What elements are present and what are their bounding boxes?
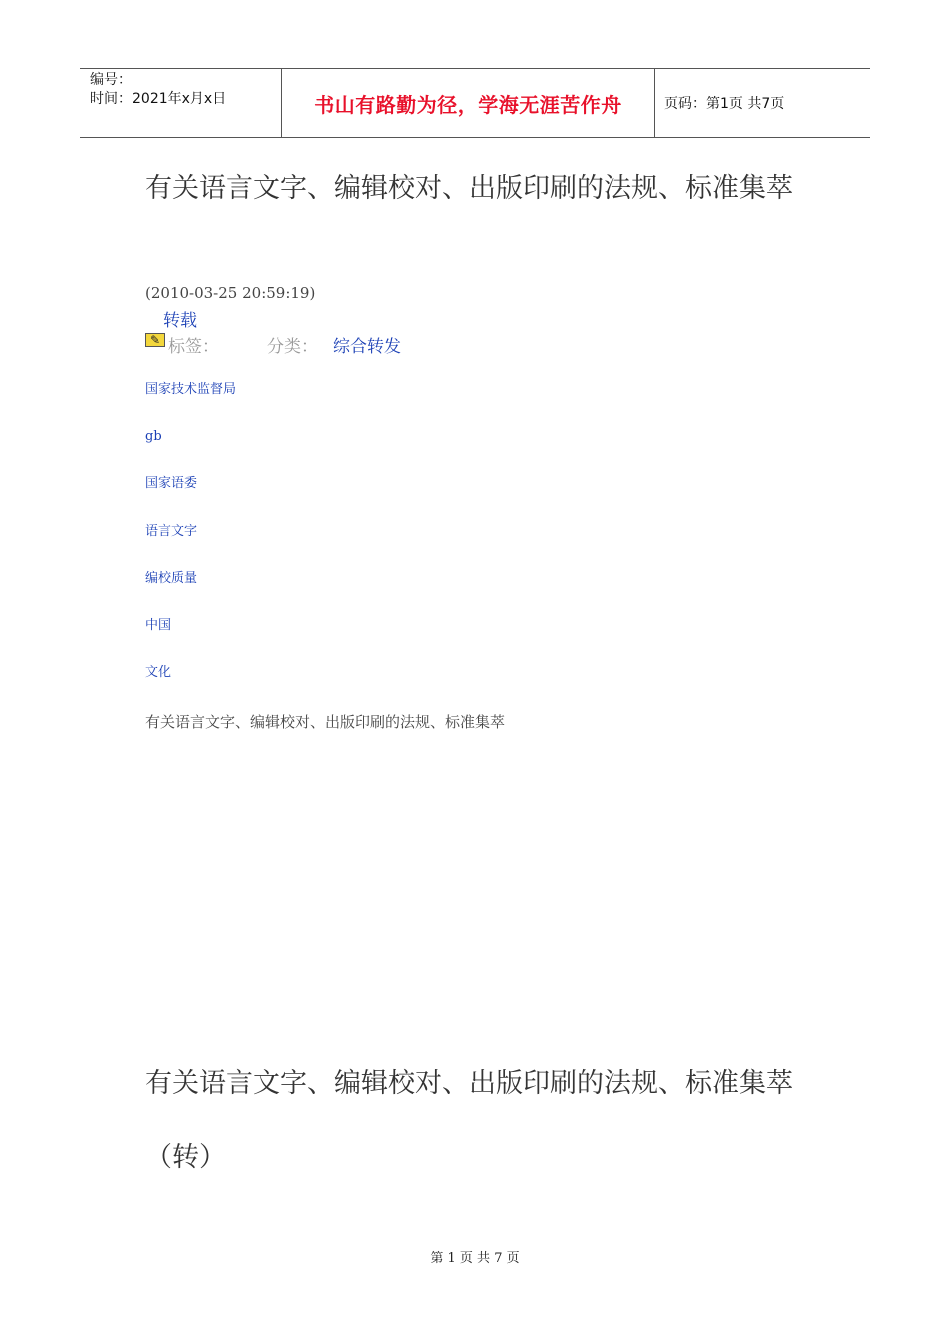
- article-timestamp: (2010-03-25 20:59:19): [145, 284, 316, 302]
- article-summary-line: 有关语言文字、编辑校对、出版印刷的法规、标准集萃: [145, 713, 506, 731]
- tag-link[interactable]: 文化: [145, 665, 172, 681]
- header-meta: [90, 71, 226, 109]
- serial-label: 编号：: [90, 72, 132, 88]
- tag-link[interactable]: 国家语委: [145, 476, 198, 492]
- page-footer: 第 1 页 共 7 页: [430, 1251, 520, 1266]
- date-label: 时间：2021年x月x日: [90, 91, 227, 107]
- header-divider: [654, 69, 655, 137]
- tag-link[interactable]: 语言文字: [145, 523, 198, 539]
- tag-list: [145, 380, 236, 710]
- category-link[interactable]: 综合转发: [333, 337, 401, 357]
- page-header-table: [80, 68, 870, 138]
- article-title: 有关语言文字、编辑校对、出版印刷的法规、标准集萃: [145, 173, 793, 204]
- header-page-label: 页码：第1页 共7页: [664, 96, 785, 112]
- header-motto: 书山有路勤为径，学海无涯苦作舟: [314, 92, 622, 117]
- category-label: 分类：: [267, 337, 318, 357]
- repost-link[interactable]: 转载: [163, 311, 197, 331]
- tags-label: 标签：: [168, 337, 219, 357]
- tag-link[interactable]: gb: [145, 429, 162, 445]
- tag-link[interactable]: 中国: [145, 617, 172, 633]
- tag-link[interactable]: 编校质量: [145, 570, 198, 586]
- tag-link[interactable]: 国家技术监督局: [145, 382, 237, 397]
- article-title-repeat: 有关语言文字、编辑校对、出版印刷的法规、标准集萃（转）: [145, 1068, 793, 1173]
- tag-icon: ✎: [145, 333, 165, 347]
